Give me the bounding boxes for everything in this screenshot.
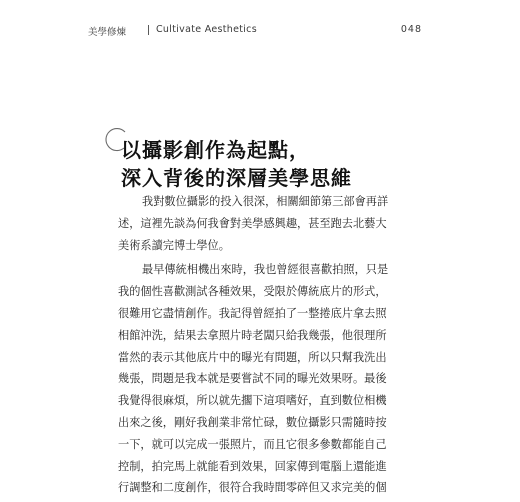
paragraph-line: 最早傳統相機出來時，我也曾經很喜歡拍照，只是	[142, 263, 389, 277]
header-divider	[148, 25, 149, 35]
paragraph-line: 很難用它盡情創作。我記得曾經拍了一整捲底片拿去照	[118, 306, 387, 320]
paragraph	[118, 259, 396, 499]
paragraph-line: 我覺得很麻煩，所以就先擱下這項嗜好，直到數位相機	[118, 394, 387, 408]
paragraph-line: 出來之後，剛好我創業非常忙碌，數位攝影只需隨時按	[118, 415, 387, 429]
chapter-title	[121, 136, 352, 192]
paragraph-line: 一下，就可以完成一張照片，而且它很多參數都能自己	[118, 437, 387, 451]
paragraph-line: 我的個性喜歡測試各種效果，受限於傳統底片的形式，	[118, 285, 387, 299]
book-title: 美學修煉	[88, 27, 127, 38]
chapter-title-line: 以攝影創作為起點，	[121, 138, 310, 162]
chapter-title-line: 深入背後的深層美學思維	[121, 166, 352, 190]
paragraph	[118, 191, 396, 256]
paragraph-line: 當然的表示其他底片中的曝光有問題，所以只幫我洗出	[118, 350, 387, 364]
paragraph-line: 相館沖洗，結果去拿照片時老闆只給我幾張，他很理所	[118, 328, 387, 342]
page-number: 048	[400, 24, 422, 35]
paragraph-line: 行調整和二度創作，很符合我時間零碎但又求完美的個	[118, 481, 387, 495]
running-header	[88, 24, 422, 40]
paragraph-line: 述，這裡先談為何我會對美學感興趣，甚至跑去北藝大	[118, 216, 387, 230]
paragraph-line: 我對數位攝影的投入很深，相關細節第三部會再詳	[142, 195, 389, 208]
book-subtitle: Cultivate Aesthetics	[156, 24, 257, 35]
body-text	[118, 191, 396, 502]
paragraph-line: 幾張，問題是我本就是要嘗試不同的曝光效果呀。最後	[118, 372, 387, 386]
paragraph-line: 控制，拍完馬上就能看到效果，回家傳到電腦上還能進	[118, 459, 387, 473]
paragraph-line: 美術系讀完博士學位。	[118, 238, 230, 252]
